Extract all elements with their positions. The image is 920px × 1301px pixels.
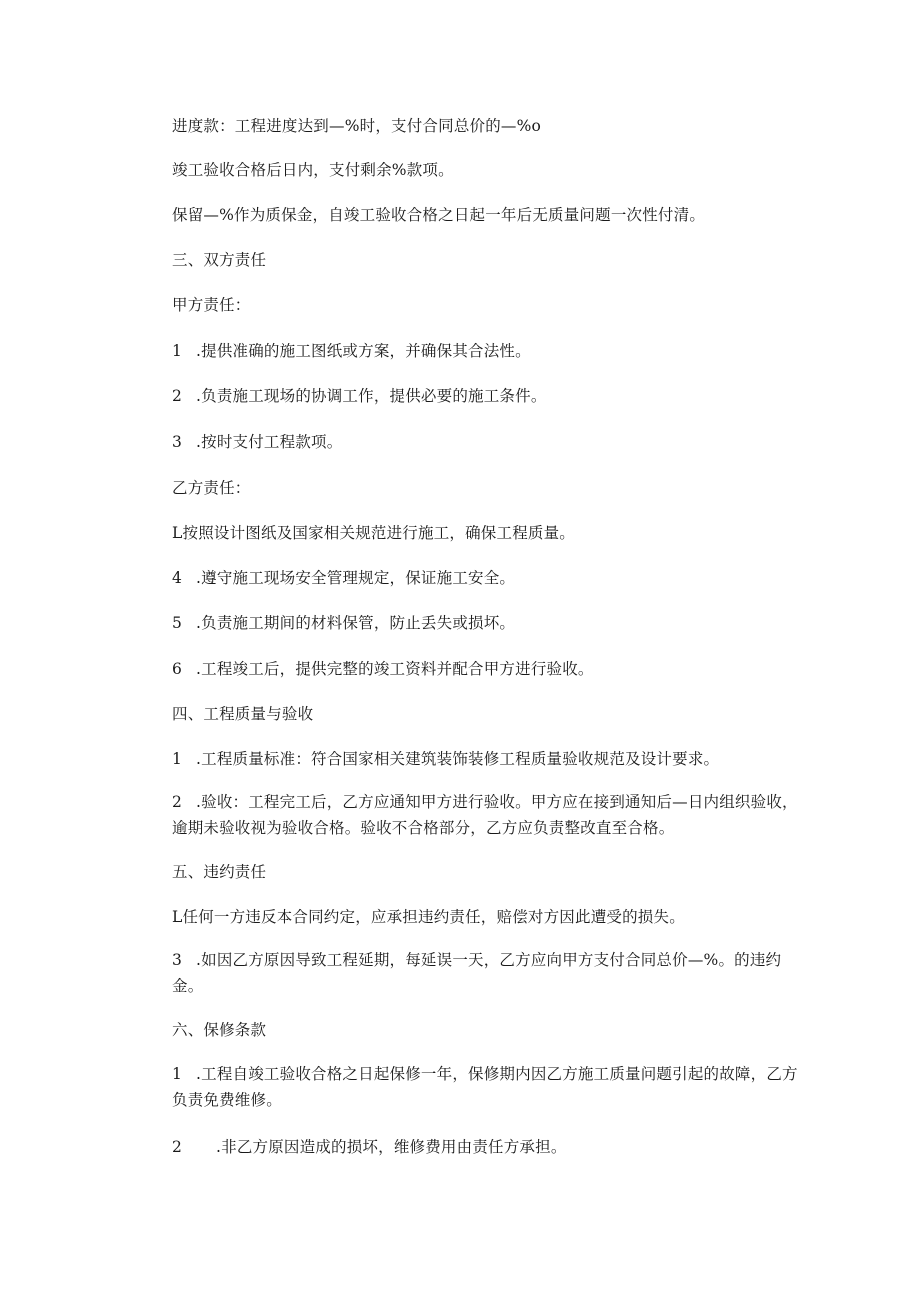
item-number: 1 (172, 750, 183, 768)
party-b-item-4 (172, 568, 515, 588)
party-b-item-6 (172, 659, 594, 679)
item-number: 2 (172, 1138, 183, 1156)
item-text: .验收：工程完工后，乙方应通知甲方进行验收。甲方应在接到通知后—日内组织验收，逾期未验收视为验收合格。验收不合格部分，乙方应负责整改直至合格。 (172, 793, 798, 837)
party-a-item-2 (172, 386, 547, 406)
warranty-item-1 (172, 1061, 804, 1113)
item-text: .非乙方原因造成的损坏，维修费用由责任方承担。 (216, 1138, 567, 1156)
item-text: .负责施工现场的协调工作，提供必要的施工条件。 (196, 387, 547, 405)
item-number: 6 (172, 660, 183, 678)
item-number: 1 (172, 1065, 183, 1083)
party-a-item-1 (172, 341, 531, 361)
quality-item-2 (172, 789, 804, 841)
party-a-item-3 (172, 432, 342, 452)
section4-heading: 四、工程质量与验收 (172, 705, 314, 723)
item-number: 3 (172, 951, 183, 969)
section3-heading: 三、双方责任 (172, 251, 267, 269)
payment-retention-clause: 保留—%作为质保金，自竣工验收合格之日起一年后无质量问题一次性付清。 (172, 206, 706, 224)
breach-item-3 (172, 947, 804, 999)
item-number: 3 (172, 433, 183, 451)
payment-completion-clause: 竣工验收合格后日内，支付剩余%款项。 (172, 161, 454, 179)
section5-heading: 五、违约责任 (172, 863, 267, 881)
item-text: .提供准确的施工图纸或方案，并确保其合法性。 (196, 342, 531, 360)
breach-item-1: L任何一方违反本合同约定，应承担违约责任，赔偿对方因此遭受的损失。 (172, 908, 685, 926)
item-text: .负责施工期间的材料保管，防止丢失或损坏。 (196, 614, 516, 632)
warranty-item-2 (172, 1137, 567, 1157)
party-b-item-1: L按照设计图纸及国家相关规范进行施工，确保工程质量。 (172, 524, 575, 542)
party-a-label: 甲方责任： (172, 296, 251, 314)
item-text: .工程自竣工验收合格之日起保修一年，保修期内因乙方施工质量问题引起的故障，乙方负责免费维修。 (172, 1065, 798, 1109)
section6-heading: 六、保修条款 (172, 1021, 267, 1039)
item-text: .工程质量标准：符合国家相关建筑装饰装修工程质量验收规范及设计要求。 (196, 750, 720, 768)
item-text: .工程竣工后，提供完整的竣工资料并配合甲方进行验收。 (196, 660, 594, 678)
item-number: 1 (172, 342, 183, 360)
party-b-item-5 (172, 613, 515, 633)
item-text: .如因乙方原因导致工程延期，每延误一天，乙方应向甲方支付合同总价—%。的违约金。 (172, 951, 782, 995)
item-number: 2 (172, 387, 183, 405)
party-b-label: 乙方责任： (172, 479, 251, 497)
quality-item-1 (172, 749, 719, 769)
payment-progress-clause: 进度款：工程进度达到—%时，支付合同总价的—%o (172, 117, 542, 135)
item-text: .遵守施工现场安全管理规定，保证施工安全。 (196, 569, 516, 587)
item-text: .按时支付工程款项。 (196, 433, 343, 451)
item-number: 2 (172, 793, 183, 811)
item-number: 4 (172, 569, 183, 587)
item-number: 5 (172, 614, 183, 632)
